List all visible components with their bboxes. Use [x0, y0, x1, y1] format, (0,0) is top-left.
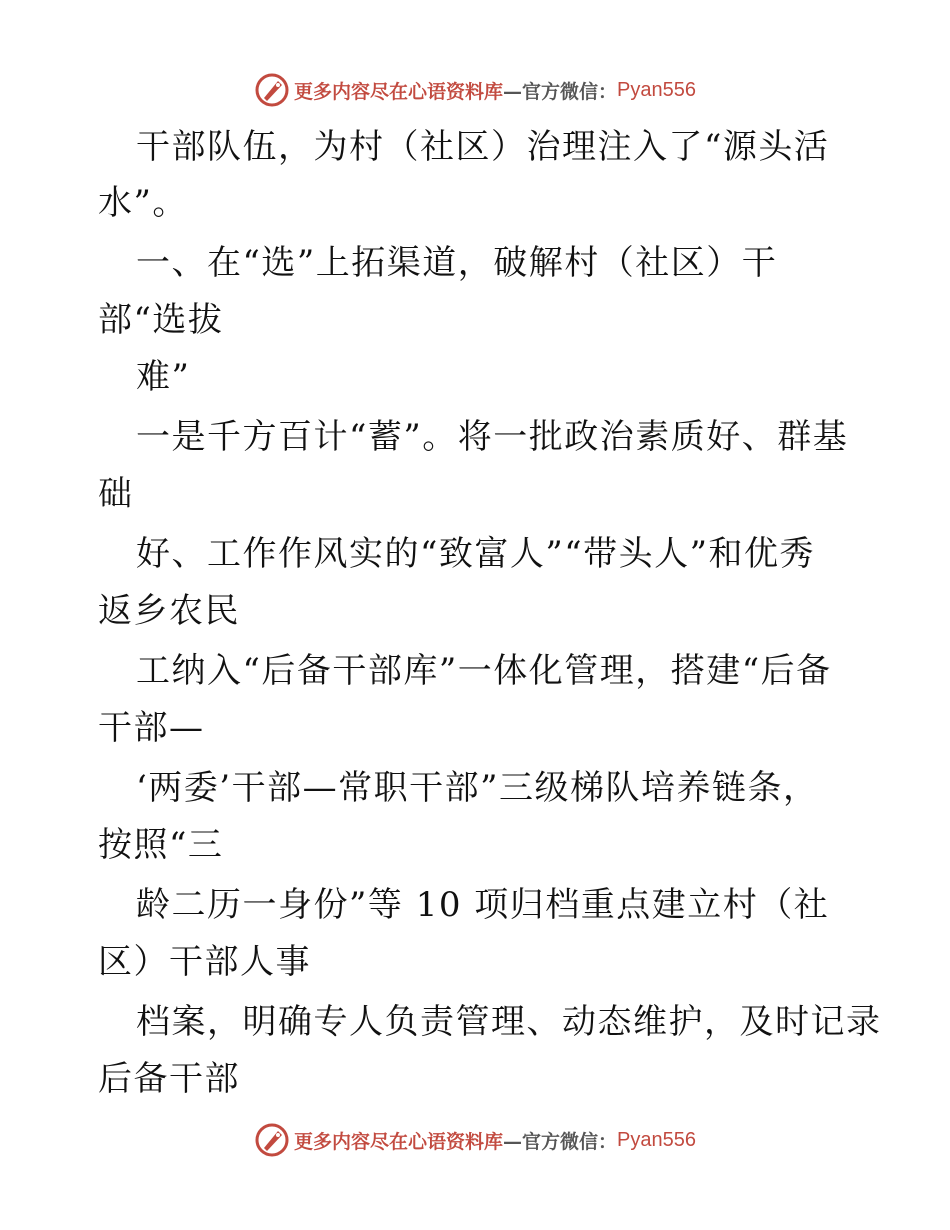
text-line: 返乡农民 [98, 591, 240, 631]
text-line: 档案，明确专人负责管理、动态维护，及时记录 [136, 1002, 882, 1042]
text-line: 工纳入“后备干部库”一体化管理，搭建“后备 [136, 651, 832, 691]
watermark-text: 更多内容尽在心语资料库 [294, 1130, 504, 1153]
watermark-text: 更多内容尽在心语资料库 [294, 80, 504, 103]
watermark-separator: —官方微信： [503, 80, 618, 103]
watermark-banner-bottom [0, 1120, 950, 1160]
text-line: 础 [98, 474, 134, 514]
text-line: 区）干部人事 [98, 942, 311, 982]
text-line: ‘两委’干部—常职干部”三级梯队培养链条， [136, 768, 819, 808]
watermark-separator: —官方微信： [503, 1130, 618, 1153]
text-line: 按照“三 [98, 825, 224, 865]
text-line: 一是千方百计“蓄”。将一批政治素质好、群基 [136, 417, 849, 457]
text-line: 一、在“选”上拓渠道，破解村（社区）干 [136, 243, 778, 283]
text-line: 干部队伍，为村（社区）治理注入了“源头活 [136, 127, 830, 167]
pen-nib-circle-icon [254, 1122, 290, 1158]
text-line: 水”。 [98, 183, 188, 223]
text-line: 龄二历一身份”等 10 项归档重点建立村（社 [136, 885, 830, 925]
text-line: 部“选拔 [98, 300, 224, 340]
watermark-wechat-id: Pyan556 [617, 1128, 696, 1151]
watermark-wechat-id: Pyan556 [617, 78, 696, 101]
text-line: 难” [136, 357, 191, 397]
text-line: 干部— [98, 708, 205, 748]
text-line: 后备干部 [98, 1059, 240, 1099]
pen-nib-circle-icon [254, 72, 290, 108]
text-line: 好、工作作风实的“致富人”“带头人”和优秀 [136, 534, 816, 574]
watermark-banner-top [0, 70, 950, 110]
